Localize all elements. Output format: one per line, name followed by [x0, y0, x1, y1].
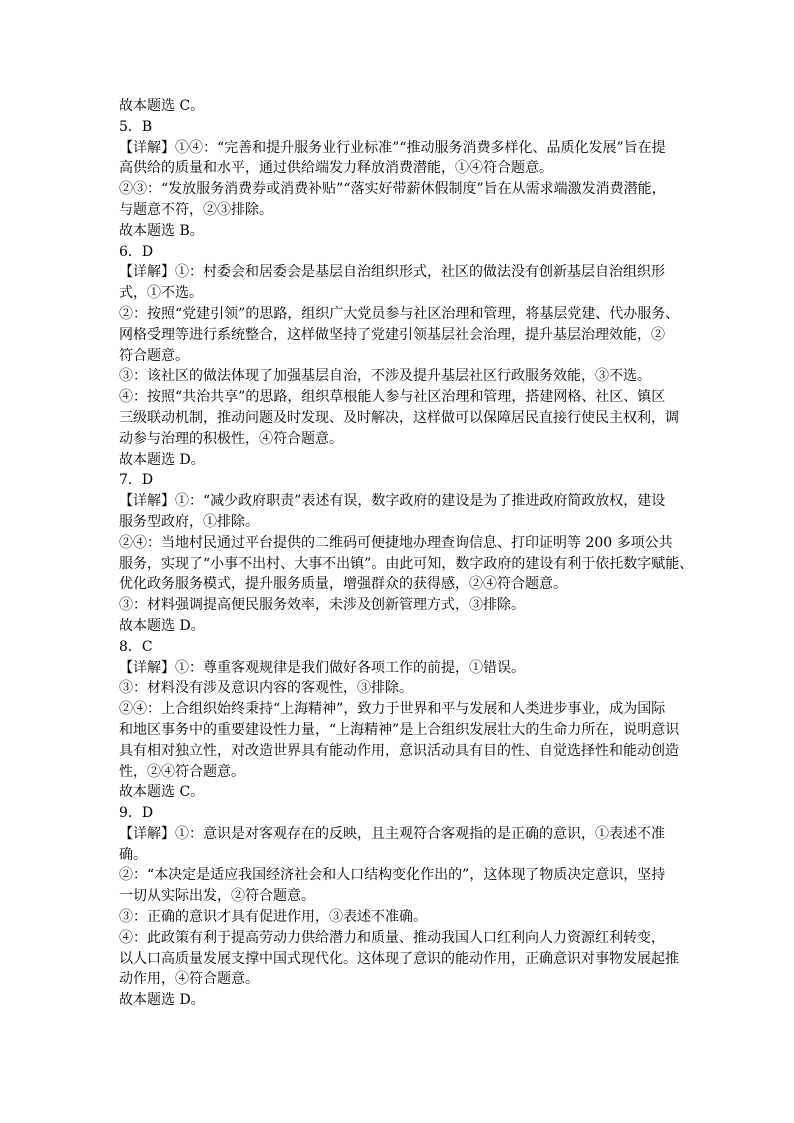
text-line: 服务型政府，①排除。 [119, 513, 259, 530]
text-line: ②④：当地村民通过平台提供的二维码可便捷地办理查询信息、打印证明等 200 多项公共 [119, 534, 673, 551]
text-line: 具有相对独立性，对改造世界具有能动作用，意识活动具有目的性、自觉选择性和能动创造 [119, 742, 679, 759]
text-line: 【详解】①：尊重客观规律是我们做好各项工作的前提，①错误。 [119, 659, 525, 676]
text-line: 故本题选 B。 [119, 222, 204, 239]
text-line: 性，②④符合题意。 [119, 763, 245, 780]
text-line: 和地区事务中的重要建设性力量，“上海精神”是上合组织发展壮大的生命力所在，说明意识 [119, 721, 680, 738]
text-line: 故本题选 C。 [119, 784, 205, 801]
text-line: 优化政务服务模式，提升服务质量，增强群众的获得感，②④符合题意。 [119, 576, 567, 593]
text-line: 【详解】①：村委会和居委会是基层自治组织形式，社区的做法没有创新基层自治组织形 [119, 264, 665, 281]
text-line: 故本题选 C。 [119, 98, 205, 114]
text-line: 三级联动机制，推动问题及时发现、及时解决，这样做可以保障居民直接行使民主权利，调 [119, 409, 679, 426]
text-line: ②③：“发放服务消费券或消费补贴”“落实好带薪休假制度”旨在从需求端激发消费潜能， [119, 181, 666, 198]
text-line: 符合题意。 [119, 347, 189, 364]
text-line: ②：按照“党建引领”的思路，组织广大党员参与社区治理和管理，将基层党建、代办服务、 [119, 305, 680, 322]
text-line: 与题意不符，②③排除。 [119, 201, 273, 218]
text-line: 5．B [119, 118, 153, 135]
text-line: 以人口高质量发展支撑中国式现代化。这体现了意识的能动作用，正确意识对事物发展起推 [119, 950, 679, 967]
text-line: 高供给的质量和水平，通过供给端发力释放消费潜能，①④符合题意。 [119, 160, 553, 177]
text-line: ②④：上合组织始终秉持“上海精神”，致力于世界和平与发展和人类进步事业，成为国际 [119, 701, 666, 718]
text-line: 故本题选 D。 [119, 617, 205, 634]
text-line: 9．D [119, 805, 154, 822]
text-line: 服务，实现了“小事不出村、大事不出镇”。由此可知，数字政府的建设有利于依托数字赋能、 [119, 555, 694, 572]
text-line: ③：该社区的做法体现了加强基层自治，不涉及提升基层社区行政服务效能，③不选。 [119, 368, 651, 385]
document-body [119, 96, 694, 1011]
text-line: ②：“本决定是适应我国经济社会和人口结构变化作出的”，这体现了物质决定意识，坚持 [119, 867, 666, 884]
text-line: 动参与治理的积极性，④符合题意。 [119, 430, 343, 447]
text-line: ③：材料强调提高便民服务效率，未涉及创新管理方式，③排除。 [119, 597, 525, 614]
text-line: ③：材料没有涉及意识内容的客观性，③排除。 [119, 680, 413, 697]
text-line: ④：此政策有利于提高劳动力供给潜力和质量、推动我国人口红利向人力资源红利转变， [119, 929, 665, 946]
text-line: 式，①不选。 [119, 285, 203, 302]
text-line: 故本题选 D。 [119, 451, 205, 468]
text-line: 8．C [119, 638, 153, 655]
text-line: 网格受理等进行系统整合，这样做坚持了党建引领基层社会治理，提升基层治理效能，② [119, 326, 665, 343]
text-line: 动作用，④符合题意。 [119, 971, 259, 988]
text-line: 【详解】①④：“完善和提升服务业行业标准”“推动服务消费多样化、品质化发展”旨在提 [119, 139, 666, 156]
text-line: ③：正确的意识才具有促进作用，③表述不准确。 [119, 909, 427, 926]
text-line: 确。 [119, 846, 147, 863]
text-line: 一切从实际出发，②符合题意。 [119, 888, 315, 905]
text-line: 7．D [119, 472, 154, 489]
text-line: 【详解】①：“减少政府职责”表述有误，数字政府的建设是为了推进政府简政放权，建设 [119, 493, 666, 510]
text-line: 【详解】①：意识是对客观存在的反映，且主观符合客观指的是正确的意识，①表述不准 [119, 825, 665, 842]
text-line: 6．D [119, 243, 154, 260]
text-line: ④：按照“共治共享”的思路，组织草根能人参与社区治理和管理，搭建网格、社区、镇区 [119, 389, 666, 406]
text-line: 故本题选 D。 [119, 992, 205, 1009]
